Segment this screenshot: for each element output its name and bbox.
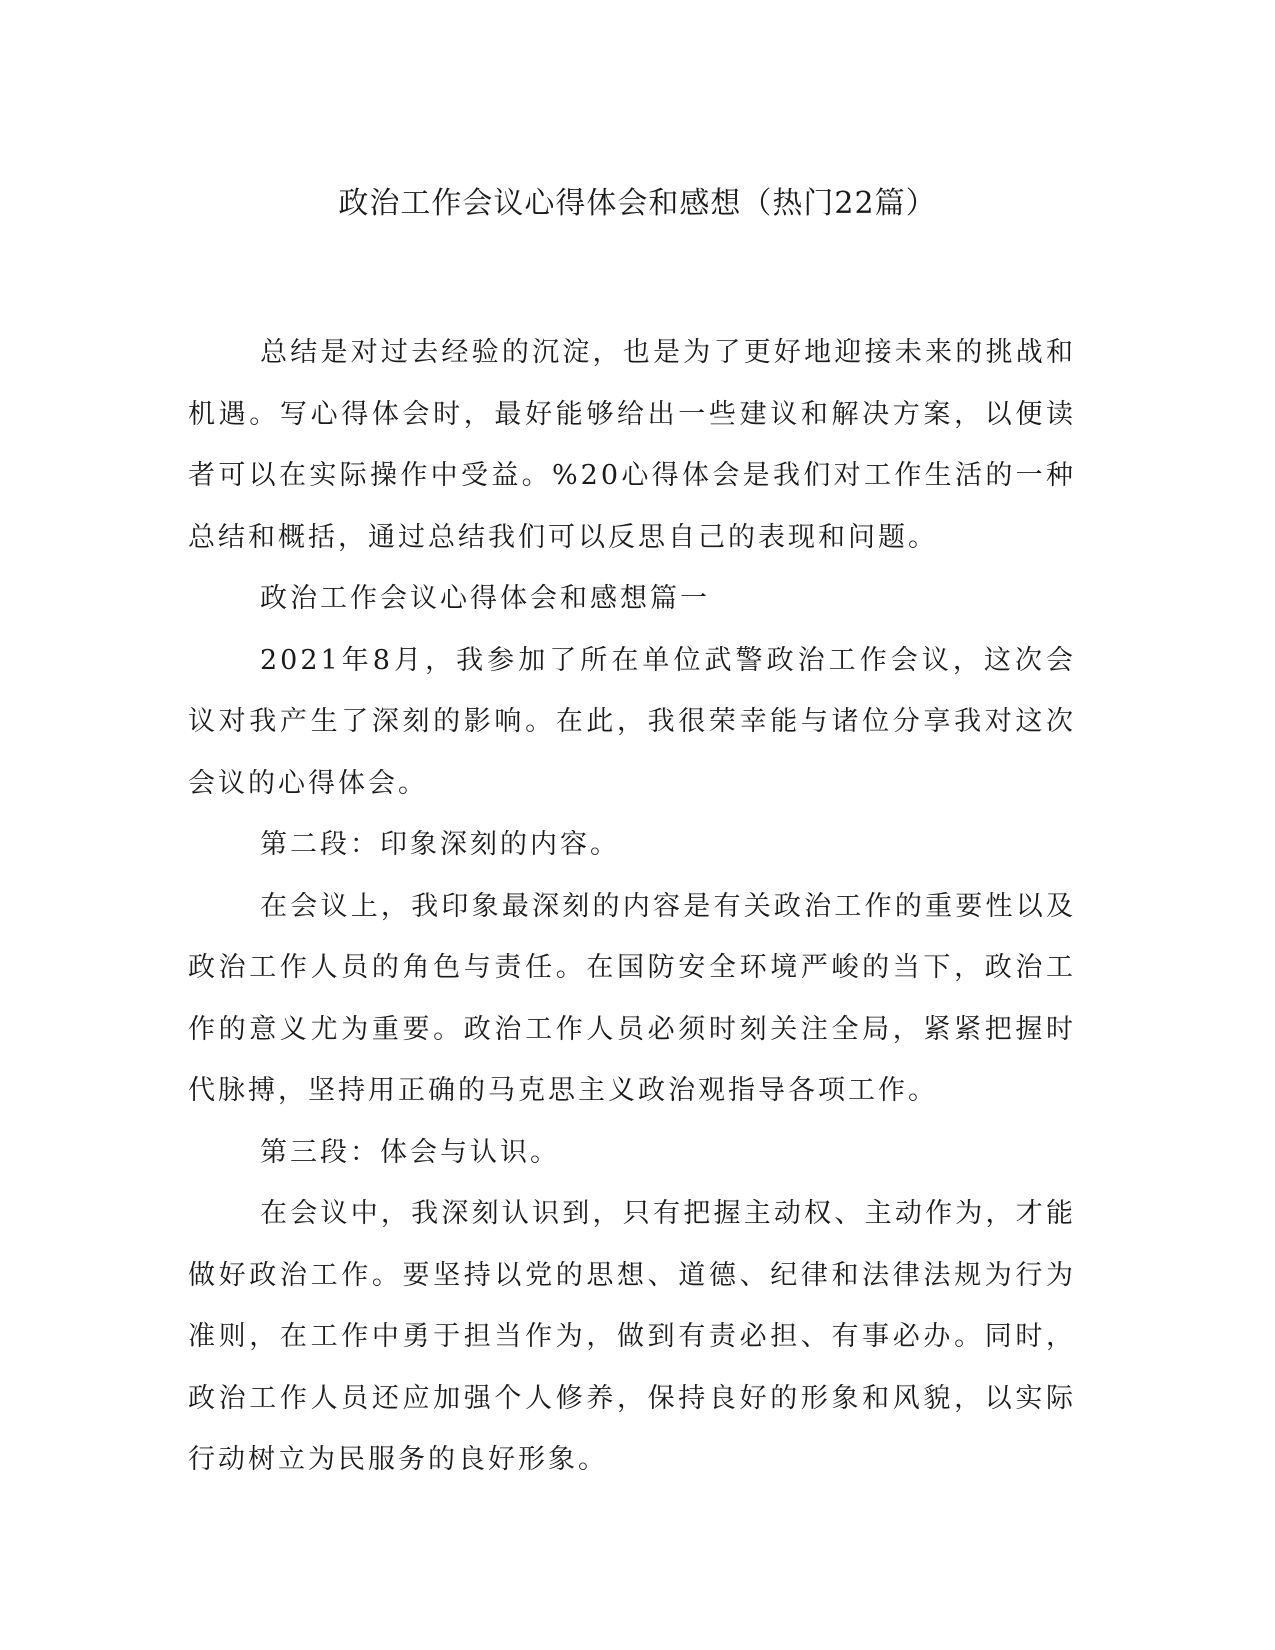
document-body (188, 322, 1076, 1491)
document-title: 政治工作会议心得体会和感想（热门22篇） (338, 186, 937, 221)
section-heading-third: 第三段：体会与认识。 (260, 1136, 560, 1168)
paragraph-impressive-content: 在会议上，我印象最深刻的内容是有关政治工作的重要性以及政治工作人员的角色与责任。在国防安全环境严峻的当下，政治工作的意义尤为重要。政治工作人员必须时刻关注全局，紧紧把握时代脉搏，坚持用正确的马克思主义政治观指导各项工作。 (188, 890, 1076, 1106)
paragraph-meeting-attendance: 2021年8月，我参加了所在单位武警政治工作会议，这次会议对我产生了深刻的影响。在此，我很荣幸能与诸位分享我对这次会议的心得体会。 (188, 644, 1076, 799)
intro-paragraph: 总结是对过去经验的沉淀，也是为了更好地迎接未来的挑战和机遇。写心得体会时，最好能够给出一些建议和解决方案，以便读者可以在实际操作中受益。%20心得体会是我们对工作生活的一种总结和概括，通过总结我们可以反思自己的表现和问题。 (188, 337, 1076, 553)
section-heading-second: 第二段：印象深刻的内容。 (260, 829, 620, 860)
paragraph-understanding: 在会议中，我深刻认识到，只有把握主动权、主动作为，才能做好政治工作。要坚持以党的思想、道德、纪律和法律法规为行为准则，在工作中勇于担当作为，做到有责必担、有事必办。同时，政治工作人员还应加强个人修养，保持良好的形象和风貌，以实际行动树立为民服务的良好形象。 (188, 1198, 1076, 1475)
section-heading-part-one: 政治工作会议心得体会和感想篇一 (260, 583, 710, 614)
